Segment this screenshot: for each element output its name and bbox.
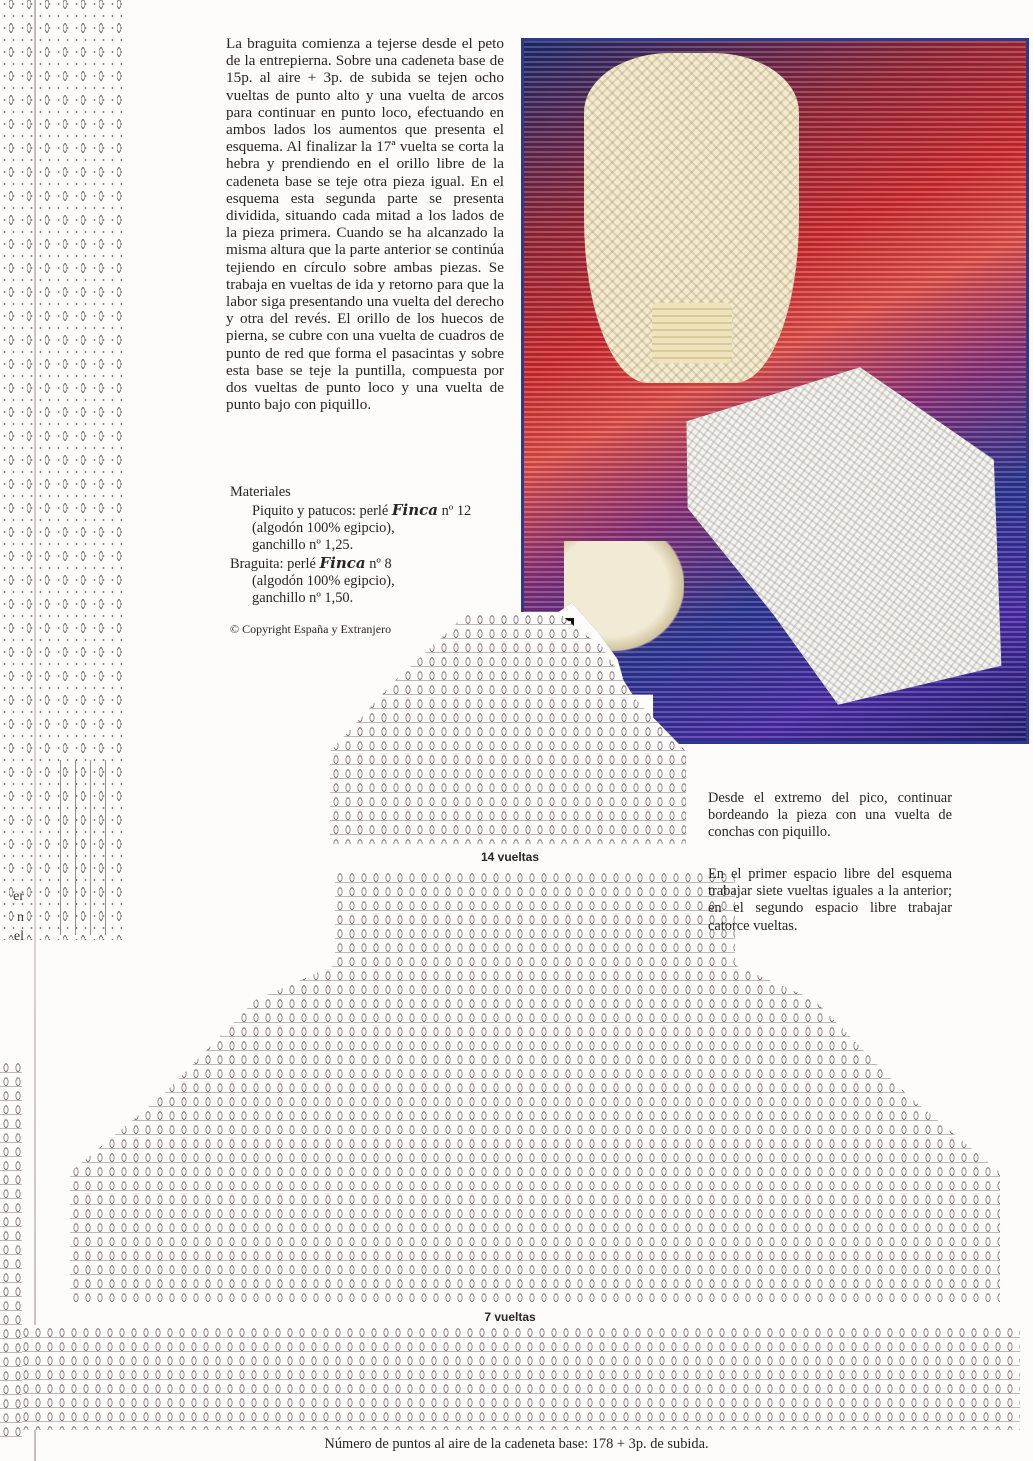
cut-off-text-3: el	[13, 929, 24, 944]
materials-section	[230, 484, 520, 607]
cut-off-text-1: er	[13, 889, 24, 904]
repeat-note: En el primer espacio libre del esquema trabajar siete vueltas iguales a la anterior; en el segundo espacio libre trabajar catorce vueltas.	[708, 866, 952, 934]
label-7-vueltas: 7 vueltas	[484, 1310, 536, 1324]
edging-note: Desde el extremo del pico, continuar bordeando la pieza con una vuelta de conchas con piquillo.	[708, 790, 952, 841]
instructions-paragraph: La braguita comienza a tejerse desde el peto de la entrepierna. Sobre una cadeneta base de 15p. al aire + 3p. de subida se tejen ocho vueltas de punto alto y una vuelta de arcos para continuar en punto loco, efectuando en ambos lados los aumentos que presenta el esquema. Al finalizar la 17ª vuelta se corta la hebra y prendiendo en el orillo libre de la cadeneta base se teje otra pieza igual. En el esquema esta segunda parte se presenta dividida, situando cada mitad a los lados de la pieza primera. Cuando se ha alcanzado la misma altura que la parte anterior se continúa tejiendo en círculo sobre ambas piezas. Se trabaja en vueltas de ida y retorno para que la labor siga presentando una vuelta del derecho y otra del revés. El orillo de los huecos de pierna, se cubre con una vuelta de cuadros de punto de red que forma el pasacintas y sobre esta base se teje la puntilla, compuesta por dos vueltas de punto loco y una vuelta de punto bajo con piquillo.	[226, 35, 504, 414]
material-item-piquito: Piquito y patucos: perlé Finca nº 12 (algodón 100% egipcio), ganchillo nº 1,25.	[252, 501, 472, 553]
label-14-vueltas: 14 vueltas	[480, 850, 540, 864]
page-gutter	[34, 0, 36, 1461]
garments-photo	[521, 38, 1029, 744]
brand-name: Finca	[391, 501, 438, 519]
crochet-chart-base	[20, 1325, 1020, 1430]
chain-count-footer: Número de puntos al aire de la cadeneta base: 178 + 3p. de subida.	[324, 1436, 709, 1452]
crochet-brief-image	[584, 53, 799, 383]
crochet-chart-left-edge	[0, 1060, 22, 1440]
brand-name: Finca	[319, 554, 366, 572]
cut-off-text-2: n	[17, 910, 24, 925]
left-crochet-chart	[0, 0, 122, 940]
crochet-diaper-image	[670, 349, 1028, 723]
chart-chain-strands	[60, 760, 120, 935]
material-item-braguita: Braguita: perlé Finca nº 8 (algodón 100% egipcio), ganchillo nº 1,50.	[230, 554, 395, 606]
materials-heading: Materiales	[230, 484, 291, 500]
copyright-notice: © Copyright España y Extranjero	[230, 622, 392, 636]
